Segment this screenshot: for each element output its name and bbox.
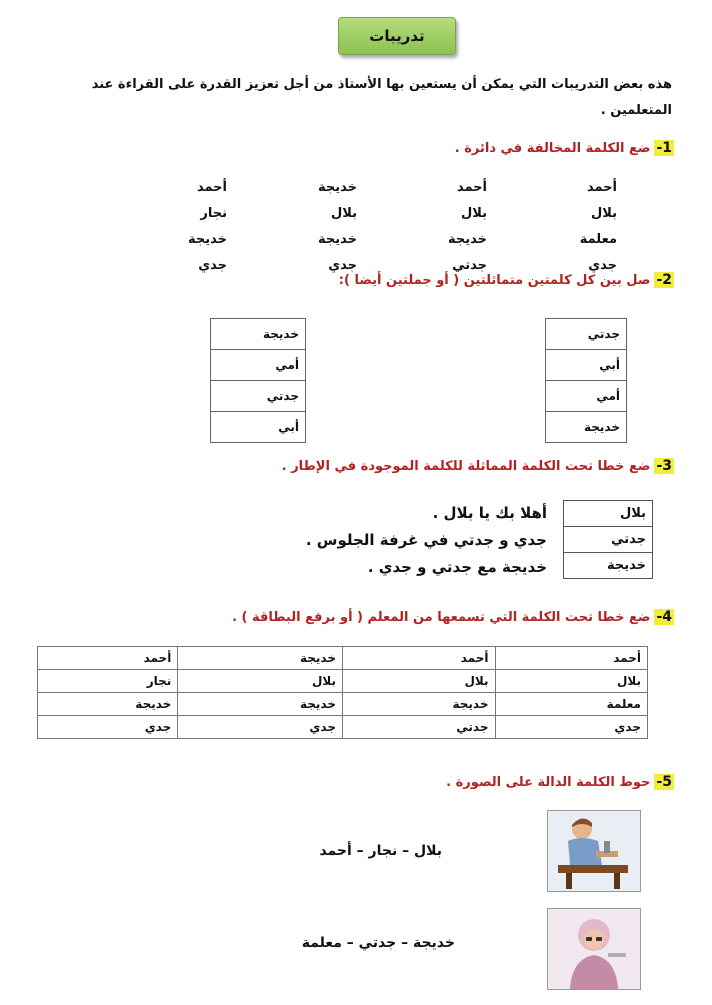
question-number: 1-	[656, 140, 672, 156]
grid-word[interactable]: معلمة	[495, 693, 648, 716]
carpenter-picture	[547, 810, 641, 892]
grid-row	[97, 200, 617, 226]
grid-row	[38, 693, 648, 716]
match-word[interactable]: خديجة	[211, 319, 306, 350]
grid-word[interactable]: جدي	[38, 716, 178, 739]
grid-word[interactable]: أحمد	[196, 179, 227, 195]
match-right-column	[545, 318, 627, 443]
grid-word[interactable]: جدتي	[452, 257, 487, 273]
grid-word[interactable]: معلمة	[579, 231, 617, 247]
listening-grid	[37, 646, 648, 739]
grid-word[interactable]: بلال	[343, 670, 496, 693]
framed-word: بلال	[564, 501, 653, 527]
grid-row	[38, 647, 648, 670]
intro-paragraph: هذه بعض التدريبات التي يمكن أن يستعين بها الأستاذ من أجل تعزيز القدرة على القراءة عند المتعلمين .	[91, 77, 672, 118]
grid-row	[38, 670, 648, 693]
question-text: ضع خطا تحت الكلمة التي تسمعها من المعلم ( أو برفع البطاقة ) .	[232, 609, 651, 625]
question-4	[232, 609, 674, 625]
grid-word[interactable]: خديجة	[343, 693, 496, 716]
question-number: 3-	[656, 458, 672, 474]
grid-row	[38, 716, 648, 739]
grid-word[interactable]: خديجة	[38, 693, 178, 716]
grid-word[interactable]: جدي	[178, 716, 343, 739]
grid-word[interactable]: بلال	[460, 205, 487, 221]
grid-row	[97, 174, 617, 200]
grid-word[interactable]: خديجة	[178, 693, 343, 716]
sentence[interactable]: أهلا بك يا بلال .	[432, 504, 547, 522]
grid-word[interactable]: أحمد	[495, 647, 648, 670]
grid-word[interactable]: أحمد	[343, 647, 496, 670]
grid-word[interactable]: أحمد	[38, 647, 178, 670]
sentence[interactable]: جدي و جدتي في غرفة الجلوس .	[305, 531, 547, 549]
question-text: ضع خطا تحت الكلمة المماثلة للكلمة الموجودة في الإطار .	[281, 458, 651, 474]
grid-word[interactable]: خديجة	[447, 231, 487, 247]
picture-choices-1[interactable]: بلال – نجار – أحمد	[319, 843, 442, 859]
grid-word[interactable]: نجار	[38, 670, 178, 693]
match-word[interactable]: أبي	[211, 412, 306, 443]
grid-word[interactable]: بلال	[330, 205, 357, 221]
grid-word[interactable]: خديجة	[317, 179, 357, 195]
odd-word-grid	[97, 174, 617, 278]
question-number: 5-	[656, 774, 672, 790]
framed-word: خديجة	[564, 553, 653, 579]
match-word[interactable]: جدتي	[211, 381, 306, 412]
question-2	[339, 272, 674, 288]
match-word[interactable]: خديجة	[546, 412, 627, 443]
sentence[interactable]: خديجة مع جدتي و جدي .	[367, 558, 547, 576]
framed-words	[563, 500, 653, 579]
teacher-picture	[547, 908, 641, 990]
grid-word[interactable]: خديجة	[178, 647, 343, 670]
grid-word[interactable]: خديجة	[317, 231, 357, 247]
grid-word[interactable]: جدي	[495, 716, 648, 739]
match-word[interactable]: أمي	[546, 381, 627, 412]
question-number: 4-	[656, 609, 672, 625]
grid-row	[97, 226, 617, 252]
match-word[interactable]: أمي	[211, 350, 306, 381]
framed-word: جدتي	[564, 527, 653, 553]
grid-word[interactable]: أحمد	[586, 179, 617, 195]
grid-word[interactable]: جدي	[198, 257, 227, 273]
match-word[interactable]: أبي	[546, 350, 627, 381]
grid-word[interactable]: بلال	[495, 670, 648, 693]
question-5	[446, 774, 674, 790]
grid-word[interactable]: جدي	[588, 257, 617, 273]
grid-word[interactable]: بلال	[178, 670, 343, 693]
question-text: ضع الكلمة المخالفة في دائرة .	[454, 140, 651, 156]
grid-word[interactable]: جدي	[328, 257, 357, 273]
page-title: تدريبات	[338, 17, 456, 55]
question-1	[455, 140, 674, 156]
grid-word[interactable]: جدتي	[343, 716, 496, 739]
grid-word[interactable]: أحمد	[456, 179, 487, 195]
grid-word[interactable]: خديجة	[187, 231, 227, 247]
sentence-list	[306, 500, 547, 581]
picture-choices-2[interactable]: خديجة – جدتي – معلمة	[301, 935, 455, 951]
question-3	[282, 458, 674, 474]
question-text: صل بين كل كلمتين متماثلتين ( أو جملتين أيضا ):	[338, 272, 651, 288]
match-word[interactable]: جدتي	[546, 319, 627, 350]
match-left-column	[210, 318, 306, 443]
question-text: حوط الكلمة الدالة على الصورة .	[446, 774, 651, 790]
grid-word[interactable]: نجار	[200, 205, 227, 221]
question-number: 2-	[656, 272, 672, 288]
grid-word[interactable]: بلال	[590, 205, 617, 221]
